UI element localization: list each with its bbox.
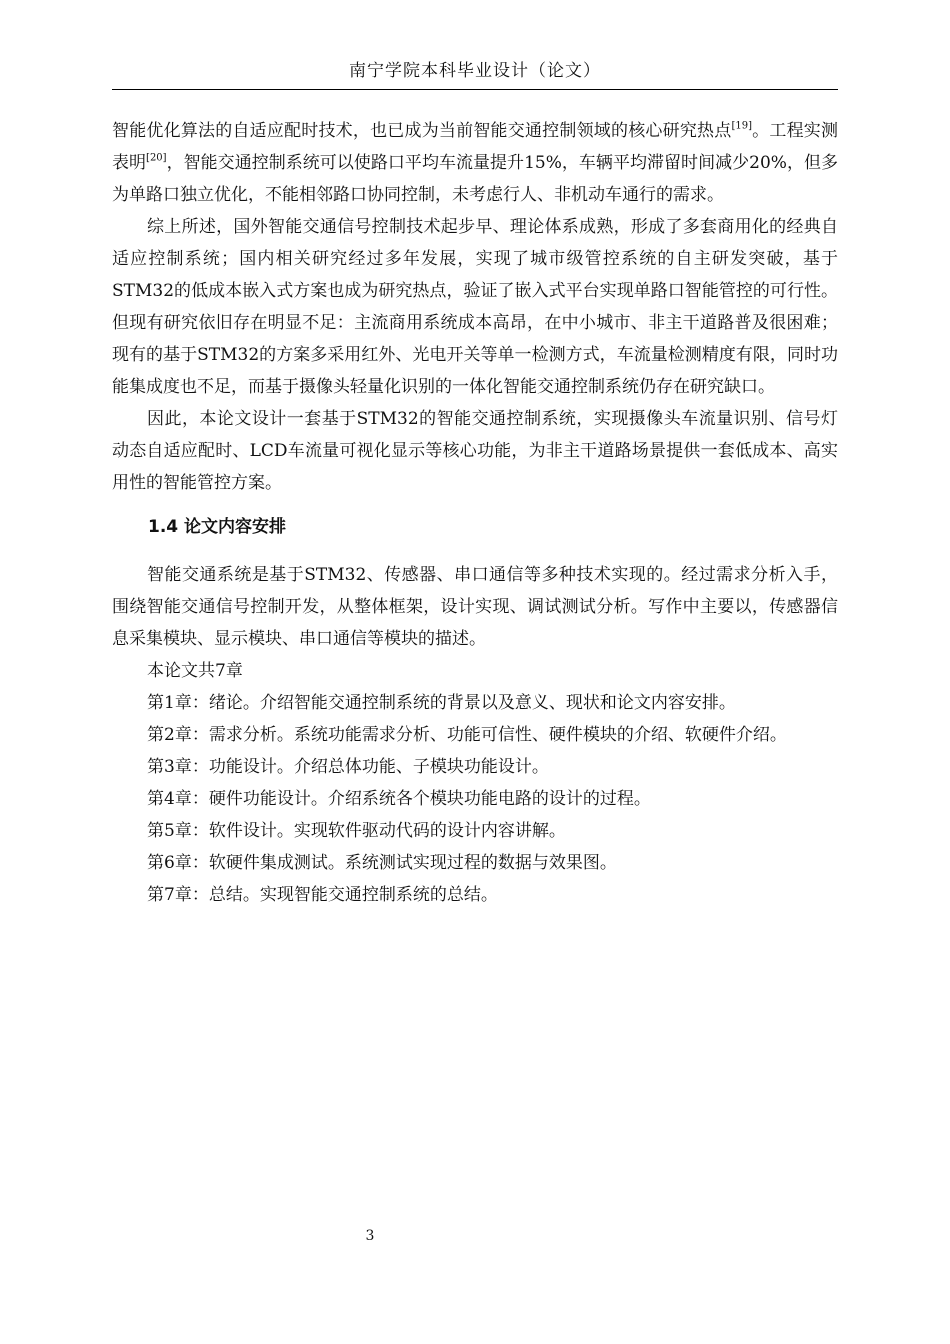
chapter-item: 第6章：软硬件集成测试。系统测试实现过程的数据与效果图。 (147, 853, 617, 873)
section-intro: 智能交通系统是基于STM32、传感器、串口通信等多种技术实现的。经过需求分析入手，围绕智能交通信号控制开发，从整体框架，设计实现、调试测试分析。写作中主要以，传感器信息采集模块、显示模块、串口通信等模块的描述。 (112, 565, 838, 649)
paragraph-summary: 综上所述，国外智能交通信号控制技术起步早、理论体系成熟，形成了多套商用化的经典自适应控制系统；国内相关研究经过多年发展，实现了城市级管控系统的自主研发突破，基于STM32的低成本嵌入式方案也成为研究热点，验证了嵌入式平台实现单路口智能管控的可行性。但现有研究依旧存在明显不足：主流商用系统成本高昂，在中小城市、非主干道路普及很困难；现有的基于STM32的方案多采用红外、光电开关等单一检测方式，车流量检测精度有限，同时功能集成度也不足，而基于摄像头轻量化识别的一体化智能交通控制系统仍存在研究缺口。 (112, 217, 838, 397)
chapter-item: 第4章：硬件功能设计。介绍系统各个模块功能电路的设计的过程。 (147, 789, 651, 809)
paragraph-text: 。工程实测表明 (112, 121, 839, 173)
page-number: 3 (365, 1228, 375, 1244)
header-title: 南宁学院本科毕业设计（论文） (349, 61, 601, 81)
paragraph-text: ，智能交通控制系统可以使路口平均车流量提升15%，车辆平均滞留时间减少20%，但多为单路口独立优化，不能相邻路口协同控制，未考虑行人、非机动车通行的需求。 (112, 153, 838, 205)
chapter-item: 第3章：功能设计。介绍总体功能、子模块功能设计。 (147, 757, 549, 777)
chapter-item: 第1章：绪论。介绍智能交通控制系统的背景以及意义、现状和论文内容安排。 (147, 693, 736, 713)
paragraph-continued (112, 115, 838, 211)
paragraph-conclusion: 因此，本论文设计一套基于STM32的智能交通控制系统，实现摄像头车流量识别、信号灯动态自适应配时、LCD车流量可视化显示等核心功能，为非主干道路场景提供一套低成本、高实用性的智能管控方案。 (112, 409, 838, 493)
citation-ref: [20] (146, 152, 167, 164)
paragraph-text: 智能优化算法的自适应配时技术，也已成为当前智能交通控制领域的核心研究热点 (112, 121, 732, 141)
document-body (112, 115, 838, 911)
chapter-item: 第2章：需求分析。系统功能需求分析、功能可信性、硬件模块的介绍、软硬件介绍。 (147, 725, 787, 745)
chapter-item: 第7章：总结。实现智能交通控制系统的总结。 (147, 885, 498, 905)
section-heading: 1.4 论文内容安排 (148, 517, 287, 537)
chapter-item: 第5章：软件设计。实现软件驱动代码的设计内容讲解。 (147, 821, 566, 841)
chapter-count: 本论文共7章 (147, 661, 243, 681)
citation-ref: [19] (731, 120, 752, 132)
page-header (112, 40, 838, 90)
